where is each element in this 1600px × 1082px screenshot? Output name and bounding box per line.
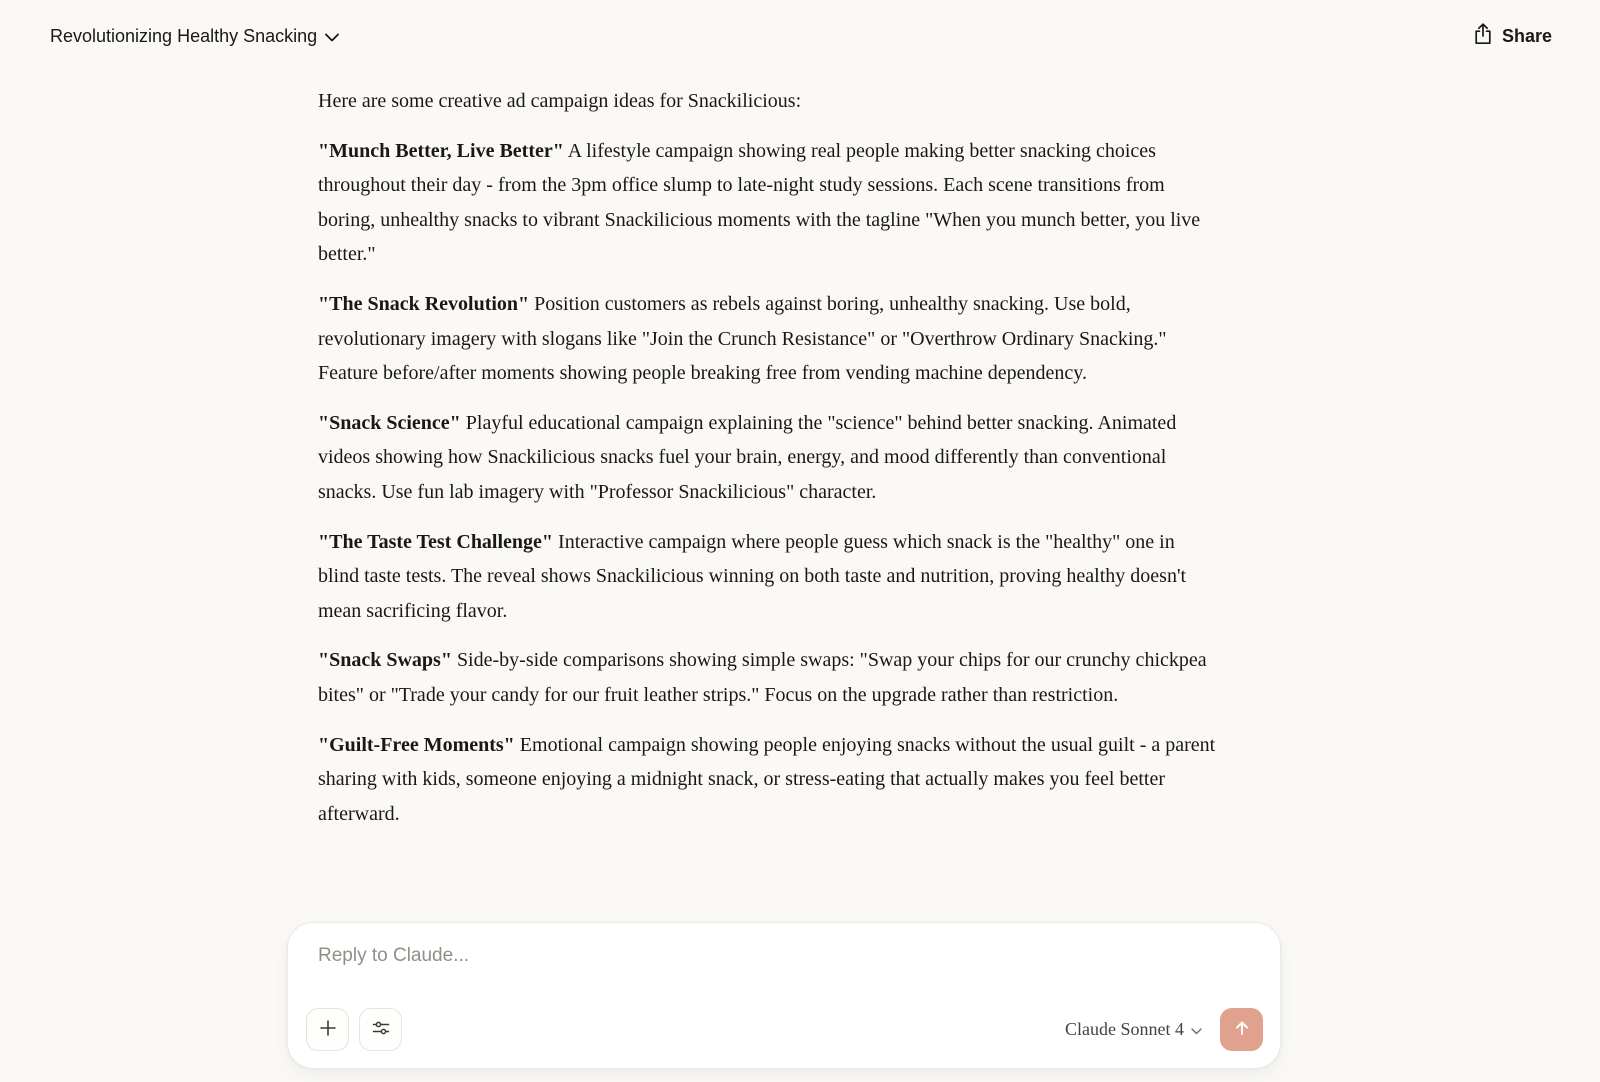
share-button[interactable] [1473, 23, 1552, 50]
message-paragraphs [318, 134, 1220, 832]
top-bar [0, 0, 1600, 72]
attach-button[interactable] [306, 1008, 349, 1051]
campaign-paragraph [318, 406, 1220, 510]
campaign-paragraph [318, 525, 1220, 629]
campaign-body: Side-by-side comparisons showing simple swaps: "Swap your chips for our crunchy chickpea bites" or "Trade your candy for our fruit leather strips." Focus on the upgrade rather than restriction. [318, 649, 1207, 706]
campaign-title: "Snack Science" [318, 411, 461, 434]
share-label: Share [1501, 25, 1552, 46]
reply-input[interactable] [318, 933, 1250, 979]
sliders-icon [371, 1018, 391, 1041]
campaign-body: Position customers as rebels against boring, unhealthy snacking. Use bold, revolutionary imagery with slogans like "Join the Crunch Resistance" or "Overthrow Ordinary Snacking." Feature before/after moments showing people breaking free from vending machine dependency. [318, 292, 1167, 385]
campaign-title: "Munch Better, Live Better" [318, 139, 564, 162]
chat-title: Revolutionizing Healthy Snacking [50, 25, 318, 46]
message-intro: Here are some creative ad campaign ideas for Snackilicious: [318, 90, 802, 112]
model-selector[interactable] [1065, 1019, 1202, 1040]
campaign-title: "Snack Swaps" [318, 649, 452, 672]
campaign-paragraph [318, 643, 1220, 712]
composer [287, 922, 1281, 1069]
tools-button[interactable] [359, 1008, 402, 1051]
chevron-down-icon [325, 26, 339, 47]
campaign-paragraph [318, 728, 1220, 832]
chat-title-dropdown[interactable] [50, 26, 339, 47]
arrow-up-icon [1233, 1019, 1251, 1040]
campaign-paragraph [318, 134, 1220, 272]
send-button[interactable] [1220, 1008, 1263, 1051]
composer-toolbar [306, 1008, 1263, 1051]
campaign-body: A lifestyle campaign showing real people making better snacking choices throughout their day - from the 3pm office slump to late-night study sessions. Each scene transitions from boring, unhealthy snacks to vibrant Snackilicious moments with the tagline "When you munch better, you live better." [318, 139, 1201, 266]
campaign-body: Playful educational campaign explaining the "science" behind better snacking. Animated videos showing how Snackilicious snacks fuel your brain, energy, and mood differently than conventional snacks. Use fun lab imagery with "Professor Snackilicious" character. [318, 411, 1177, 503]
plus-icon [318, 1018, 338, 1041]
assistant-message [318, 0, 1220, 831]
campaign-title: "The Taste Test Challenge" [318, 530, 554, 553]
campaign-title: "The Snack Revolution" [318, 292, 530, 315]
share-icon [1473, 23, 1493, 50]
campaign-body: Interactive campaign where people guess which snack is the "healthy" one in blind taste tests. The reveal shows Snackilicious winning on both taste and nutrition, proving healthy doesn't mean sacrificing flavor. [318, 530, 1187, 622]
model-label: Claude Sonnet 4 [1065, 1019, 1184, 1039]
campaign-title: "Guilt-Free Moments" [318, 733, 515, 756]
campaign-body: Emotional campaign showing people enjoying snacks without the usual guilt - a parent sharing with kids, someone enjoying a midnight snack, or stress-eating that actually makes you feel better afterward. [318, 733, 1216, 825]
composer-right-controls [1065, 1008, 1263, 1051]
chevron-down-icon [1191, 1019, 1202, 1040]
campaign-paragraph [318, 287, 1220, 391]
